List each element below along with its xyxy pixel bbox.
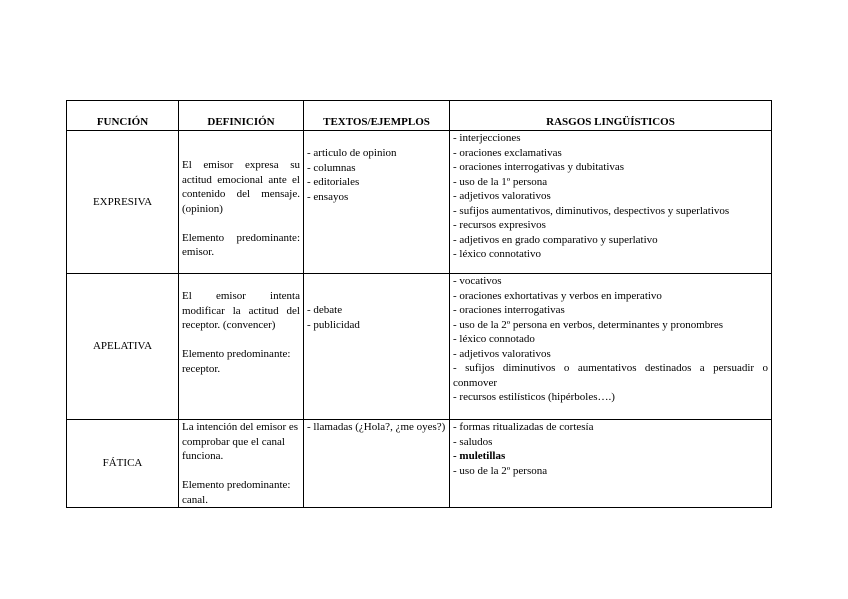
example-item: - editoriales bbox=[307, 176, 360, 188]
function-name: FÁTICA bbox=[67, 420, 179, 508]
definition-cell bbox=[179, 420, 304, 508]
predominant-element: Elemento predominante: emisor. bbox=[182, 231, 300, 258]
row-fatica bbox=[67, 420, 772, 508]
example-item: - ensayos bbox=[307, 190, 349, 203]
table-header-row bbox=[67, 101, 772, 131]
feature-item: - recursos expresivos bbox=[453, 219, 546, 231]
feature-item: - oraciones exhortativas y verbos en imperativo bbox=[453, 289, 662, 302]
example-item: - columnas bbox=[307, 161, 356, 174]
language-functions-table bbox=[66, 100, 772, 508]
feature-item: - uso de la 1º persona bbox=[453, 175, 548, 188]
definition-text: La intención del emisor es comprobar que el canal funciona. bbox=[182, 421, 299, 462]
feature-item: - recursos estilísticos (hipérboles….) bbox=[453, 391, 615, 403]
function-name: APELATIVA bbox=[67, 274, 179, 420]
header-definicion: DEFINICIÓN bbox=[179, 101, 304, 131]
features-cell bbox=[450, 420, 772, 508]
feature-item: - sufijos aumentativos, diminutivos, despectivos y superlativos bbox=[453, 204, 730, 217]
feature-item: - uso de la 2º persona en verbos, determinantes y pronombres bbox=[453, 318, 724, 331]
examples-cell bbox=[304, 420, 450, 508]
predominant-element: Elemento predominante: receptor. bbox=[182, 348, 291, 375]
feature-item: - adjetivos valorativos bbox=[453, 347, 551, 360]
feature-item: - saludos bbox=[453, 435, 493, 448]
example-item: - debate bbox=[307, 304, 343, 316]
definition-text: El emisor intenta modificar la actitud del receptor. (convencer) bbox=[182, 290, 300, 331]
feature-item: - léxico connotado bbox=[453, 333, 535, 345]
feature-item: - muletillas bbox=[453, 450, 506, 462]
feature-item: - oraciones interrogativas y dubitativas bbox=[453, 161, 625, 173]
definition-cell bbox=[179, 274, 304, 420]
feature-item: - interjecciones bbox=[453, 132, 521, 144]
features-cell bbox=[450, 274, 772, 420]
feature-item: - vocativos bbox=[453, 275, 502, 287]
row-apelativa bbox=[67, 274, 772, 420]
examples-cell bbox=[304, 131, 450, 274]
feature-item: - formas ritualizadas de cortesía bbox=[453, 421, 594, 433]
feature-item: - adjetivos valorativos bbox=[453, 190, 551, 202]
header-textos-ejemplos: TEXTOS/EJEMPLOS bbox=[304, 101, 450, 131]
example-item: - publicidad bbox=[307, 318, 360, 331]
definition-cell bbox=[179, 131, 304, 274]
definition-text: El emisor expresa su actitud emocional ante el contenido del mensaje. (opinion) bbox=[182, 159, 300, 215]
predominant-element: Elemento predominante: canal. bbox=[182, 479, 291, 506]
header-rasgos-linguisticos: RASGOS LINGÜÍSTICOS bbox=[450, 101, 772, 131]
header-funcion: FUNCIÓN bbox=[67, 101, 179, 131]
function-name: EXPRESIVA bbox=[67, 131, 179, 274]
row-expresiva bbox=[67, 131, 772, 274]
example-item: - articulo de opinion bbox=[307, 147, 397, 159]
feature-item: - oraciones exclamativas bbox=[453, 146, 562, 159]
feature-item: - uso de la 2º persona bbox=[453, 464, 548, 477]
features-cell bbox=[450, 131, 772, 274]
feature-item: - sufijos diminutivos o aumentativos destinados a persuadir o conmover bbox=[453, 362, 768, 389]
feature-item: - léxico connotativo bbox=[453, 248, 541, 260]
examples-cell bbox=[304, 274, 450, 420]
feature-item: - adjetivos en grado comparativo y superlativo bbox=[453, 233, 658, 246]
feature-item: - oraciones interrogativas bbox=[453, 304, 565, 316]
example-item: - llamadas (¿Hola?, ¿me oyes?) bbox=[307, 421, 446, 433]
